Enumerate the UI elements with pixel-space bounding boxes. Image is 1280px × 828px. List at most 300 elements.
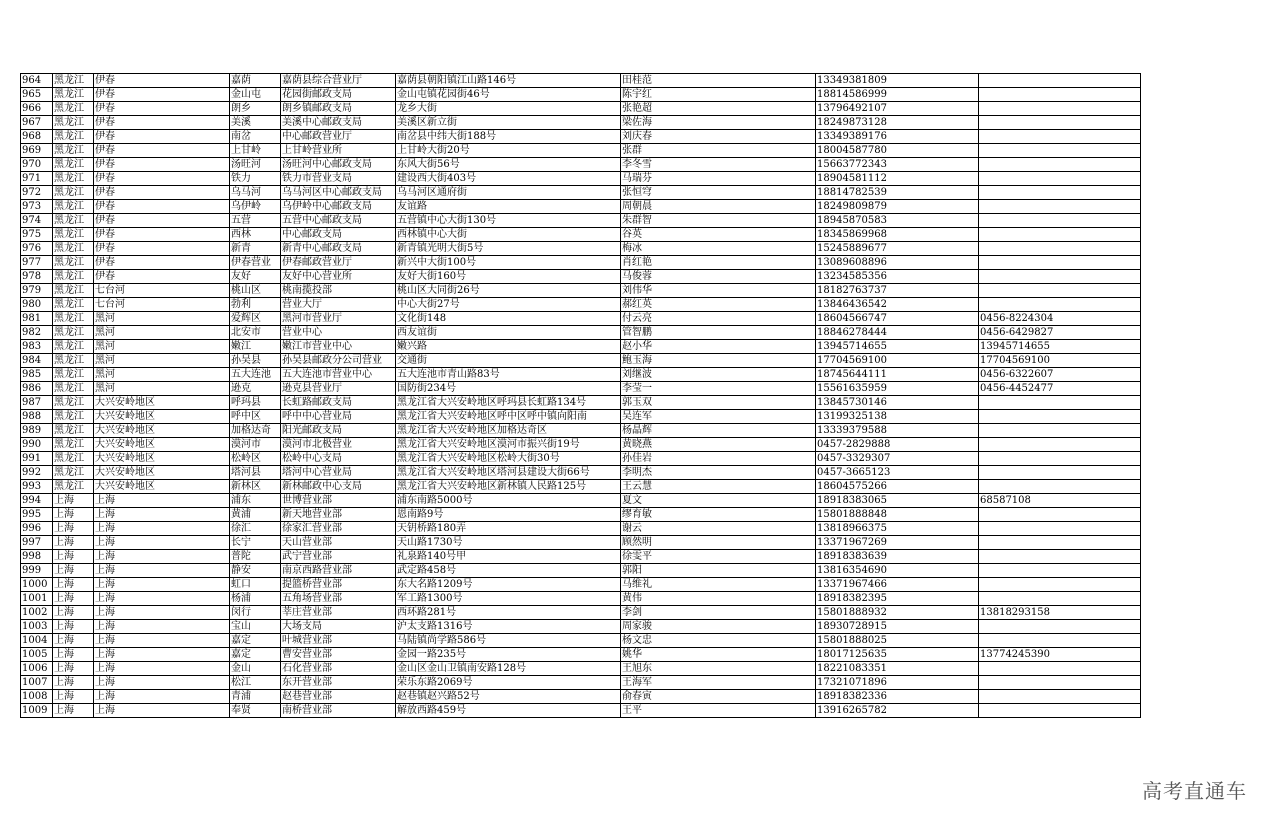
cell-address: 西环路281号 [396,606,621,620]
cell-alt-phone [979,690,1141,704]
cell-city: 伊春 [94,242,230,256]
cell-phone: 18918383639 [816,550,979,564]
cell-contact: 张群 [621,144,816,158]
cell-province: 上海 [53,494,94,508]
cell-contact: 肖红艳 [621,256,816,270]
table-row [21,256,1141,270]
cell-alt-phone [979,284,1141,298]
cell-office: 营业中心 [281,326,396,340]
cell-office: 黑河市营业厅 [281,312,396,326]
table-row [21,144,1141,158]
cell-alt-phone [979,480,1141,494]
cell-index: 967 [21,116,53,130]
cell-phone: 18604575266 [816,480,979,494]
cell-district: 黄浦 [230,508,281,522]
cell-district: 汤旺河 [230,158,281,172]
cell-province: 黑龙江 [53,256,94,270]
cell-district: 嫩江 [230,340,281,354]
cell-district: 金山 [230,662,281,676]
table-row [21,564,1141,578]
cell-office: 伊春邮政营业厅 [281,256,396,270]
cell-address: 浦东南路5000号 [396,494,621,508]
cell-index: 1003 [21,620,53,634]
table-row [21,228,1141,242]
cell-province: 黑龙江 [53,382,94,396]
table-row [21,172,1141,186]
cell-office: 五营中心邮政支局 [281,214,396,228]
cell-province: 黑龙江 [53,466,94,480]
cell-district: 杨浦 [230,592,281,606]
cell-province: 黑龙江 [53,298,94,312]
cell-province: 黑龙江 [53,130,94,144]
cell-province: 黑龙江 [53,88,94,102]
cell-city: 上海 [94,662,230,676]
cell-index: 985 [21,368,53,382]
cell-office: 中心邮政营业厅 [281,130,396,144]
cell-address: 新兴中大街100号 [396,256,621,270]
cell-city: 黑河 [94,340,230,354]
cell-address: 西友谊街 [396,326,621,340]
cell-address: 建设西大街403号 [396,172,621,186]
cell-contact: 王海军 [621,676,816,690]
cell-city: 大兴安岭地区 [94,466,230,480]
cell-phone: 18004587780 [816,144,979,158]
table-row [21,354,1141,368]
table-row [21,634,1141,648]
cell-index: 994 [21,494,53,508]
cell-province: 黑龙江 [53,116,94,130]
cell-index: 998 [21,550,53,564]
cell-district: 伊春营业 [230,256,281,270]
cell-province: 黑龙江 [53,312,94,326]
cell-district: 普陀 [230,550,281,564]
cell-index: 979 [21,284,53,298]
cell-contact: 孙佳岩 [621,452,816,466]
cell-district: 长宁 [230,536,281,550]
cell-province: 黑龙江 [53,452,94,466]
cell-district: 美溪 [230,116,281,130]
cell-alt-phone [979,102,1141,116]
cell-contact: 谷英 [621,228,816,242]
cell-alt-phone [979,74,1141,88]
cell-alt-phone [979,578,1141,592]
cell-address: 金山区金山卫镇南安路128号 [396,662,621,676]
cell-index: 972 [21,186,53,200]
cell-district: 南岔 [230,130,281,144]
table-row [21,312,1141,326]
cell-city: 上海 [94,676,230,690]
cell-office: 叶城营业部 [281,634,396,648]
cell-alt-phone [979,662,1141,676]
cell-phone: 13371967269 [816,536,979,550]
cell-district: 新林区 [230,480,281,494]
cell-office: 天山营业部 [281,536,396,550]
cell-contact: 周朝晨 [621,200,816,214]
table-row [21,648,1141,662]
cell-city: 上海 [94,508,230,522]
cell-phone: 13816354690 [816,564,979,578]
cell-phone: 17321071896 [816,676,979,690]
table-row [21,410,1141,424]
cell-index: 971 [21,172,53,186]
cell-contact: 李冬雪 [621,158,816,172]
cell-office: 花园街邮政支局 [281,88,396,102]
table-body [21,74,1141,718]
cell-city: 伊春 [94,186,230,200]
cell-index: 1009 [21,704,53,718]
cell-alt-phone [979,270,1141,284]
table-row [21,270,1141,284]
cell-phone: 18221083351 [816,662,979,676]
cell-city: 伊春 [94,74,230,88]
cell-office: 呼中中心营业局 [281,410,396,424]
cell-index: 990 [21,438,53,452]
cell-phone: 0457-3665123 [816,466,979,480]
cell-contact: 马俊蓉 [621,270,816,284]
cell-province: 黑龙江 [53,270,94,284]
cell-alt-phone: 13774245390 [979,648,1141,662]
cell-contact: 杨晶辉 [621,424,816,438]
cell-province: 黑龙江 [53,102,94,116]
cell-province: 黑龙江 [53,74,94,88]
table-row [21,382,1141,396]
table-row [21,676,1141,690]
cell-province: 黑龙江 [53,368,94,382]
cell-phone: 13916265782 [816,704,979,718]
cell-province: 黑龙江 [53,172,94,186]
cell-district: 奉贤 [230,704,281,718]
cell-contact: 杨文忠 [621,634,816,648]
cell-contact: 黄晓燕 [621,438,816,452]
cell-city: 大兴安岭地区 [94,424,230,438]
cell-office: 五角场营业部 [281,592,396,606]
cell-index: 989 [21,424,53,438]
cell-district: 铁力 [230,172,281,186]
cell-phone: 15801888848 [816,508,979,522]
cell-address: 交通街 [396,354,621,368]
cell-alt-phone: 17704569100 [979,354,1141,368]
cell-alt-phone [979,256,1141,270]
table-row [21,284,1141,298]
table-row [21,550,1141,564]
cell-address: 金山屯镇花园街46号 [396,88,621,102]
cell-city: 上海 [94,704,230,718]
cell-phone: 18918382336 [816,690,979,704]
cell-phone: 15801888932 [816,606,979,620]
cell-address: 天钥桥路180弄 [396,522,621,536]
cell-phone: 13349381809 [816,74,979,88]
cell-district: 静安 [230,564,281,578]
cell-alt-phone [979,116,1141,130]
cell-office: 乌马河区中心邮政支局 [281,186,396,200]
cell-office: 五大连池市营业中心 [281,368,396,382]
cell-phone: 18846278444 [816,326,979,340]
cell-city: 上海 [94,634,230,648]
cell-office: 赵巷营业部 [281,690,396,704]
cell-contact: 夏文 [621,494,816,508]
cell-address: 美溪区新立街 [396,116,621,130]
table-row [21,130,1141,144]
table-row [21,424,1141,438]
cell-district: 逊克 [230,382,281,396]
cell-alt-phone: 0456-8224304 [979,312,1141,326]
cell-address: 解放西路459号 [396,704,621,718]
cell-province: 上海 [53,564,94,578]
cell-alt-phone: 0456-6322607 [979,368,1141,382]
cell-index: 975 [21,228,53,242]
cell-alt-phone: 13818293158 [979,606,1141,620]
cell-alt-phone [979,424,1141,438]
cell-phone: 0457-3329307 [816,452,979,466]
cell-office: 乌伊岭中心邮政支局 [281,200,396,214]
table-row [21,578,1141,592]
cell-contact: 郭阳 [621,564,816,578]
cell-province: 黑龙江 [53,144,94,158]
cell-province: 黑龙江 [53,228,94,242]
cell-district: 五营 [230,214,281,228]
table-row [21,340,1141,354]
cell-office: 南京西路营业部 [281,564,396,578]
cell-alt-phone [979,466,1141,480]
cell-city: 上海 [94,522,230,536]
cell-phone: 15561635959 [816,382,979,396]
cell-alt-phone [979,242,1141,256]
cell-office: 漠河市北极营业 [281,438,396,452]
cell-province: 上海 [53,536,94,550]
cell-index: 1004 [21,634,53,648]
cell-city: 上海 [94,550,230,564]
cell-district: 五大连池 [230,368,281,382]
cell-alt-phone [979,144,1141,158]
table-row [21,690,1141,704]
cell-alt-phone: 13945714655 [979,340,1141,354]
cell-district: 友好 [230,270,281,284]
cell-phone: 18918382395 [816,592,979,606]
cell-contact: 王云慧 [621,480,816,494]
cell-province: 黑龙江 [53,200,94,214]
cell-contact: 梁佐海 [621,116,816,130]
cell-phone: 18745644111 [816,368,979,382]
cell-contact: 王旭东 [621,662,816,676]
cell-address: 军工路1300号 [396,592,621,606]
table-row [21,396,1141,410]
cell-address: 西林镇中心大街 [396,228,621,242]
cell-office: 阳光邮政支局 [281,424,396,438]
table-row [21,242,1141,256]
cell-phone: 13339379588 [816,424,979,438]
data-table [20,73,1141,718]
cell-address: 黑龙江省大兴安岭地区呼中区呼中镇向阳南 [396,410,621,424]
watermark: 高考直通车 [1142,779,1247,803]
cell-address: 黑龙江省大兴安岭地区加格达奇区 [396,424,621,438]
cell-index: 969 [21,144,53,158]
table-row [21,466,1141,480]
cell-contact: 李明杰 [621,466,816,480]
cell-alt-phone [979,172,1141,186]
cell-office: 石化营业部 [281,662,396,676]
table-row [21,214,1141,228]
cell-index: 1008 [21,690,53,704]
cell-province: 黑龙江 [53,242,94,256]
cell-index: 966 [21,102,53,116]
cell-alt-phone [979,522,1141,536]
cell-city: 伊春 [94,200,230,214]
cell-address: 东风大街56号 [396,158,621,172]
cell-province: 黑龙江 [53,158,94,172]
cell-district: 宝山 [230,620,281,634]
cell-office: 松岭中心支局 [281,452,396,466]
cell-contact: 刘伟华 [621,284,816,298]
cell-city: 上海 [94,578,230,592]
cell-alt-phone [979,438,1141,452]
cell-alt-phone [979,130,1141,144]
cell-alt-phone [979,88,1141,102]
cell-office: 美溪中心邮政支局 [281,116,396,130]
table-row [21,536,1141,550]
cell-phone: 18604566747 [816,312,979,326]
table-row [21,438,1141,452]
cell-district: 朗乡 [230,102,281,116]
cell-office: 中心邮政支局 [281,228,396,242]
cell-index: 987 [21,396,53,410]
cell-contact: 张艳超 [621,102,816,116]
cell-index: 965 [21,88,53,102]
cell-office: 铁力市营业支局 [281,172,396,186]
cell-province: 黑龙江 [53,480,94,494]
cell-city: 大兴安岭地区 [94,438,230,452]
cell-province: 黑龙江 [53,410,94,424]
cell-contact: 鲍玉海 [621,354,816,368]
cell-office: 孙吴县邮政分公司营业 [281,354,396,368]
cell-city: 伊春 [94,88,230,102]
cell-district: 嘉定 [230,648,281,662]
cell-office: 上甘岭营业所 [281,144,396,158]
cell-office: 东开营业部 [281,676,396,690]
cell-alt-phone [979,536,1141,550]
cell-district: 嘉定 [230,634,281,648]
cell-index: 1006 [21,662,53,676]
cell-province: 黑龙江 [53,424,94,438]
cell-province: 黑龙江 [53,354,94,368]
cell-phone: 18945870583 [816,214,979,228]
cell-district: 漠河市 [230,438,281,452]
cell-province: 上海 [53,606,94,620]
table-row [21,298,1141,312]
cell-address: 东大名路1209号 [396,578,621,592]
table-row [21,508,1141,522]
cell-contact: 李莹一 [621,382,816,396]
cell-office: 汤旺河中心邮政支局 [281,158,396,172]
cell-district: 嘉荫 [230,74,281,88]
cell-phone: 0457-2829888 [816,438,979,452]
cell-district: 青浦 [230,690,281,704]
cell-city: 伊春 [94,116,230,130]
table-row [21,592,1141,606]
cell-address: 友谊路 [396,200,621,214]
cell-district: 呼玛县 [230,396,281,410]
cell-district: 上甘岭 [230,144,281,158]
cell-index: 981 [21,312,53,326]
cell-index: 1001 [21,592,53,606]
cell-index: 1000 [21,578,53,592]
cell-address: 新青镇光明大街5号 [396,242,621,256]
cell-index: 973 [21,200,53,214]
cell-office: 莘庄营业部 [281,606,396,620]
cell-alt-phone [979,186,1141,200]
cell-contact: 付云亮 [621,312,816,326]
cell-district: 桃山区 [230,284,281,298]
cell-province: 黑龙江 [53,396,94,410]
cell-phone: 13846436542 [816,298,979,312]
cell-address: 赵巷镇赵兴路52号 [396,690,621,704]
cell-city: 伊春 [94,256,230,270]
cell-index: 996 [21,522,53,536]
cell-office: 提篮桥营业部 [281,578,396,592]
cell-province: 上海 [53,620,94,634]
cell-contact: 俞春寅 [621,690,816,704]
cell-city: 大兴安岭地区 [94,452,230,466]
cell-city: 伊春 [94,228,230,242]
cell-district: 金山屯 [230,88,281,102]
cell-contact: 王平 [621,704,816,718]
cell-contact: 顾然明 [621,536,816,550]
cell-contact: 梅冰 [621,242,816,256]
table-row [21,620,1141,634]
cell-address: 友好大街160号 [396,270,621,284]
table-row [21,200,1141,214]
cell-phone: 13945714655 [816,340,979,354]
cell-contact: 徐雯平 [621,550,816,564]
cell-index: 988 [21,410,53,424]
cell-contact: 刘继波 [621,368,816,382]
cell-alt-phone [979,452,1141,466]
cell-index: 974 [21,214,53,228]
cell-city: 伊春 [94,172,230,186]
cell-office: 世博营业部 [281,494,396,508]
cell-address: 黑龙江省大兴安岭地区呼玛县长虹路134号 [396,396,621,410]
cell-address: 嘉荫县朝阳镇江山路146号 [396,74,621,88]
cell-province: 上海 [53,676,94,690]
cell-phone: 18814586999 [816,88,979,102]
cell-city: 大兴安岭地区 [94,396,230,410]
cell-contact: 赵小华 [621,340,816,354]
cell-office: 曹安营业部 [281,648,396,662]
cell-phone: 18814782539 [816,186,979,200]
cell-city: 上海 [94,606,230,620]
cell-contact: 黄伟 [621,592,816,606]
cell-contact: 刘庆春 [621,130,816,144]
cell-district: 虹口 [230,578,281,592]
cell-city: 伊春 [94,102,230,116]
cell-phone: 13199325138 [816,410,979,424]
cell-alt-phone [979,564,1141,578]
cell-city: 黑河 [94,326,230,340]
cell-province: 上海 [53,508,94,522]
cell-index: 995 [21,508,53,522]
cell-address: 五营镇中心大街130号 [396,214,621,228]
table-row [21,704,1141,718]
cell-district: 北安市 [230,326,281,340]
cell-index: 1007 [21,676,53,690]
cell-alt-phone: 0456-6429827 [979,326,1141,340]
cell-district: 乌马河 [230,186,281,200]
table-row [21,368,1141,382]
cell-province: 上海 [53,662,94,676]
cell-index: 991 [21,452,53,466]
cell-province: 上海 [53,634,94,648]
cell-province: 上海 [53,592,94,606]
cell-office: 新青中心邮政支局 [281,242,396,256]
